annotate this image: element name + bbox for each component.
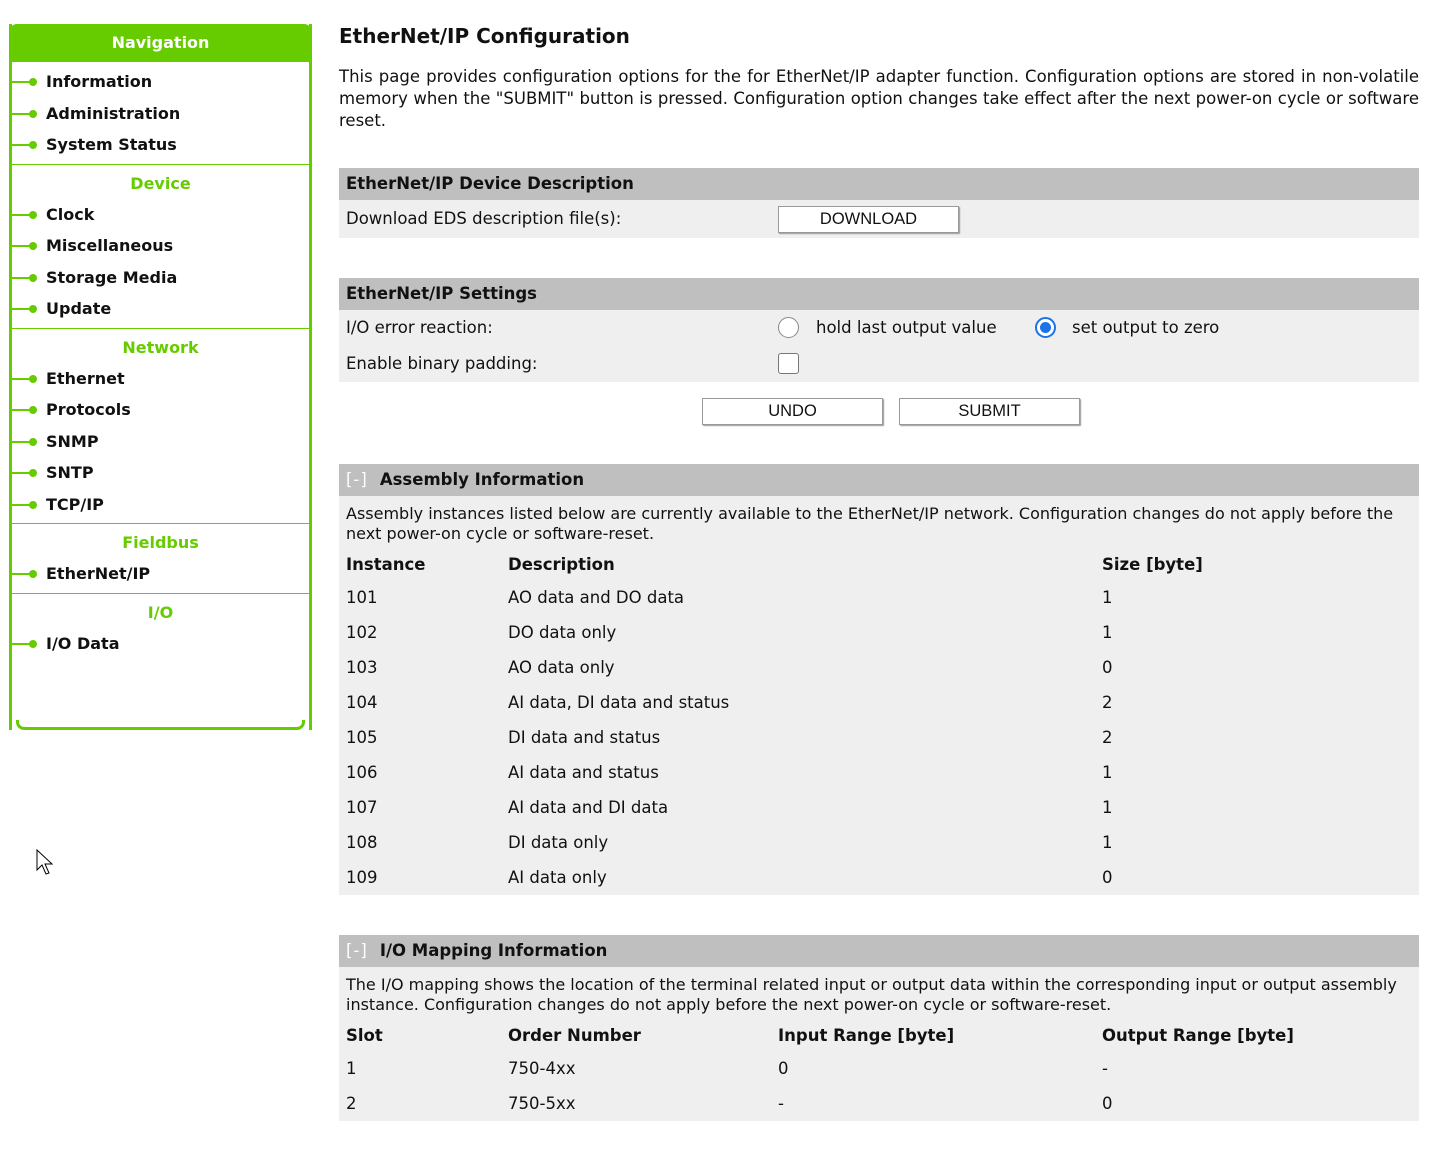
bullet-icon: [29, 211, 37, 219]
table-cell: 750-4xx: [508, 1059, 576, 1078]
binary-padding-label: Enable binary padding:: [346, 354, 538, 373]
hold-last-output-radio[interactable]: [778, 317, 799, 338]
bullet-icon: [29, 305, 37, 313]
table-cell: 1: [346, 1059, 357, 1078]
binary-padding-row: [339, 346, 1419, 382]
sidebar-item-protocols[interactable]: [12, 394, 309, 426]
binary-padding-checkbox[interactable]: [778, 353, 799, 374]
table-cell: DI data only: [508, 833, 609, 852]
assembly-title: Assembly Information: [379, 470, 585, 489]
assembly-table-header: [339, 548, 1419, 580]
sidebar-item-label: Information: [46, 72, 153, 91]
navigation-groups: [12, 62, 309, 662]
column-header-instance: Instance: [346, 554, 426, 574]
table-row: [339, 685, 1419, 720]
assembly-description: Assembly instances listed below are currently available to the EtherNet/IP network. Configuration changes do not apply before the next power-on cycle or software-reset.: [346, 504, 1394, 543]
bullet-icon: [29, 501, 37, 509]
table-cell: 105: [346, 728, 378, 747]
set-output-zero-label: set output to zero: [1072, 318, 1220, 337]
table-row: [339, 1051, 1419, 1086]
sidebar-item-label: TCP/IP: [46, 494, 104, 514]
sidebar-item-label: Clock: [46, 204, 95, 224]
mouse-cursor-icon: [36, 849, 56, 879]
nav-group-i-o: [12, 594, 309, 663]
assembly-table: [339, 548, 1419, 895]
mapping-panel: [339, 935, 1419, 1121]
bullet-icon: [29, 375, 37, 383]
table-cell: AI data only: [508, 868, 607, 887]
bullet-icon: [29, 242, 37, 250]
table-cell: 102: [346, 623, 378, 642]
column-header-input-range-byte: Input Range [byte]: [778, 1025, 955, 1045]
table-cell: 1: [1102, 763, 1113, 782]
sidebar-item-update[interactable]: [12, 293, 309, 325]
column-header-order-number: Order Number: [508, 1025, 641, 1045]
table-cell: 101: [346, 588, 378, 607]
assembly-header: [339, 464, 1419, 496]
settings-header: EtherNet/IP Settings: [339, 278, 1419, 310]
table-cell: AO data only: [508, 658, 615, 677]
table-cell: AO data and DO data: [508, 588, 685, 607]
device-description-panel: [339, 168, 1419, 238]
table-row: [339, 720, 1419, 755]
column-header-description: Description: [508, 554, 615, 574]
mapping-header: [339, 935, 1419, 967]
table-cell: 2: [1102, 693, 1113, 712]
table-cell: 0: [778, 1059, 789, 1078]
table-cell: 0: [1102, 1094, 1113, 1113]
table-cell: -: [1102, 1059, 1108, 1078]
sidebar-item-label: Storage Media: [46, 267, 178, 287]
sidebar-item-label: Administration: [46, 103, 181, 123]
sidebar-item-administration[interactable]: [12, 98, 309, 130]
column-header-size-byte: Size [byte]: [1102, 554, 1203, 574]
table-cell: 2: [346, 1094, 357, 1113]
nav-group-device: [12, 165, 309, 329]
table-cell: 1: [1102, 833, 1113, 852]
mapping-table-body: [339, 1051, 1419, 1121]
table-cell: 106: [346, 763, 378, 782]
download-button[interactable]: DOWNLOAD: [778, 206, 959, 233]
sidebar-item-label: SNTP: [46, 463, 94, 482]
sidebar-item-label: Miscellaneous: [46, 236, 174, 255]
bullet-icon: [29, 274, 37, 282]
table-cell: DI data and status: [508, 728, 661, 747]
table-cell: 2: [1102, 728, 1113, 747]
nav-heading-network: Network: [122, 337, 199, 357]
table-cell: AI data and DI data: [508, 798, 669, 817]
table-row: [339, 825, 1419, 860]
form-buttons: [339, 382, 1419, 452]
table-row: [339, 615, 1419, 650]
table-cell: AI data and status: [508, 763, 659, 782]
sidebar-item-clock[interactable]: [12, 199, 309, 231]
sidebar-item-ethernet[interactable]: [12, 363, 309, 395]
hold-last-output-label: hold last output value: [816, 318, 997, 337]
nav-heading-fieldbus: Fieldbus: [122, 533, 199, 552]
table-cell: 750-5xx: [508, 1094, 576, 1113]
bullet-icon: [29, 438, 37, 446]
column-header-output-range-byte: Output Range [byte]: [1102, 1025, 1294, 1045]
navigation-sidebar: [9, 24, 312, 730]
sidebar-item-sntp[interactable]: [12, 457, 309, 489]
sidebar-item-i-o-data[interactable]: [12, 628, 309, 660]
mapping-table-header: [339, 1019, 1419, 1051]
table-row: [339, 580, 1419, 615]
device-description-header: EtherNet/IP Device Description: [339, 168, 1419, 200]
table-cell: 0: [1102, 658, 1113, 677]
bullet-icon: [29, 640, 37, 648]
column-header-slot: Slot: [346, 1025, 383, 1045]
table-row: [339, 1086, 1419, 1121]
sidebar-item-label: I/O Data: [46, 633, 120, 653]
page-intro: This page provides configuration options for the for EtherNet/IP adapter function. Configuration options are stored in non-volatile memory when the "SUBMIT" button is pressed. Configuration option changes take effect after the next power-on cycle or software reset.: [339, 67, 1419, 130]
navigation-footer: [16, 720, 305, 730]
assembly-panel: [339, 464, 1419, 895]
mapping-table: [339, 1019, 1419, 1121]
nav-heading-device: Device: [130, 173, 191, 193]
table-row: [339, 755, 1419, 790]
sidebar-item-tcp-ip[interactable]: [12, 489, 309, 521]
nav-group-fieldbus: [12, 524, 309, 594]
sidebar-item-system-status[interactable]: [12, 129, 309, 161]
bullet-icon: [29, 78, 37, 86]
assembly-collapse-toggle[interactable]: [-]: [346, 470, 368, 489]
sidebar-item-label: Update: [46, 299, 112, 318]
download-row: [339, 200, 1419, 238]
sidebar-item-label: EtherNet/IP: [46, 564, 151, 583]
table-cell: 109: [346, 868, 378, 887]
table-cell: 103: [346, 658, 378, 677]
sidebar-item-label: Protocols: [46, 400, 131, 419]
submit-button[interactable]: SUBMIT: [899, 398, 1080, 425]
table-cell: AI data, DI data and status: [508, 693, 730, 712]
sidebar-item-snmp[interactable]: [12, 426, 309, 458]
table-row: [339, 790, 1419, 825]
nav-group-network: [12, 329, 309, 525]
main-content: [339, 20, 1419, 1161]
page-title: EtherNet/IP Configuration: [339, 24, 630, 48]
mapping-description: The I/O mapping shows the location of the terminal related input or output data within the corresponding input or output assembly instance. Configuration changes do not apply before the next power-on cycle or software-reset.: [346, 975, 1397, 1014]
table-row: [339, 860, 1419, 895]
bullet-icon: [29, 406, 37, 414]
sidebar-item-ethernet-ip[interactable]: [12, 558, 309, 590]
assembly-table-body: [339, 580, 1419, 895]
bullet-icon: [29, 141, 37, 149]
set-output-zero-radio[interactable]: [1035, 317, 1056, 338]
table-cell: 108: [346, 833, 378, 852]
settings-panel: [339, 278, 1419, 382]
table-cell: DO data only: [508, 623, 617, 642]
table-cell: 0: [1102, 868, 1113, 887]
mapping-collapse-toggle[interactable]: [-]: [346, 941, 368, 960]
sidebar-item-information[interactable]: [12, 66, 309, 98]
bullet-icon: [29, 469, 37, 477]
mapping-title: I/O Mapping Information: [379, 941, 608, 960]
sidebar-item-storage-media[interactable]: [12, 262, 309, 294]
bullet-icon: [29, 570, 37, 578]
download-label: Download EDS description file(s):: [346, 209, 622, 228]
table-cell: -: [778, 1094, 784, 1113]
sidebar-item-miscellaneous[interactable]: [12, 230, 309, 262]
io-error-label: I/O error reaction:: [346, 318, 493, 337]
nav-group-general: [12, 62, 309, 165]
bullet-icon: [29, 110, 37, 118]
nav-heading-i-o: I/O: [147, 602, 174, 622]
table-cell: 1: [1102, 623, 1113, 642]
table-row: [339, 650, 1419, 685]
undo-button[interactable]: UNDO: [702, 398, 883, 425]
io-error-row: [339, 310, 1419, 346]
navigation-title: Navigation: [9, 24, 312, 62]
table-cell: 1: [1102, 588, 1113, 607]
table-cell: 107: [346, 798, 378, 817]
table-cell: 104: [346, 693, 378, 712]
sidebar-item-label: Ethernet: [46, 368, 125, 388]
sidebar-item-label: System Status: [46, 135, 177, 154]
table-cell: 1: [1102, 798, 1113, 817]
sidebar-item-label: SNMP: [46, 431, 99, 451]
